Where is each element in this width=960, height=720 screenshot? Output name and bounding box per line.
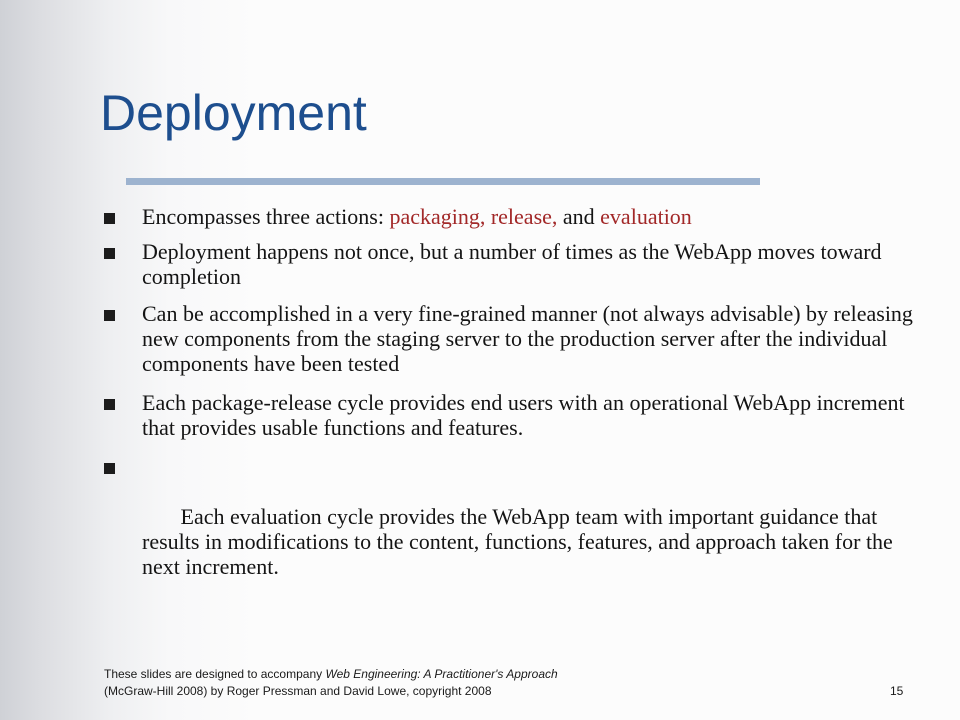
- bullet-item: [104, 301, 934, 376]
- footer-line-1: [104, 666, 558, 683]
- bullet-text: Each package-release cycle provides end users with an operational WebApp increment that provides usable functions and features.: [142, 390, 905, 440]
- footer-prefix: These slides are designed to accompany: [104, 667, 326, 681]
- slide-title: Deployment: [100, 85, 367, 141]
- bullet-highlight-actions: packaging, release,: [389, 204, 558, 229]
- square-bullet-icon: [104, 213, 115, 224]
- bullet-item: [104, 204, 934, 229]
- bullet-text-prefix: Encompasses three actions:: [142, 204, 390, 229]
- bullet-text: Each evaluation cycle provides the WebApp team with important guidance that results in modifications to the content, functions, features, and approach taken for the next increment.: [142, 504, 899, 579]
- footer-line-2: (McGraw-Hill 2008) by Roger Pressman and David Lowe, copyright 2008: [104, 684, 492, 698]
- slide-footer: [104, 666, 558, 700]
- title-underline: [126, 178, 760, 185]
- bullet-list: [104, 204, 934, 604]
- square-bullet-icon: [104, 463, 115, 474]
- square-bullet-icon: [104, 248, 115, 259]
- bullet-text: Can be accomplished in a very fine-grained manner (not always advisable) by releasing new components from the staging server to the production server after the individual components have been tested: [142, 301, 913, 376]
- square-bullet-icon: [104, 310, 115, 321]
- bullet-item: [104, 390, 934, 440]
- square-bullet-icon: [104, 399, 115, 410]
- bullet-text-middle: and: [557, 204, 601, 229]
- bullet-highlight-evaluation: evaluation: [600, 204, 692, 229]
- footer-book-title: Web Engineering: A Practitioner's Approach: [325, 667, 558, 681]
- bullet-item: [104, 239, 934, 289]
- bullet-text: Deployment happens not once, but a number of times as the WebApp moves toward completion: [142, 239, 882, 289]
- bullet-item: [104, 454, 934, 604]
- page-number: 15: [890, 684, 904, 698]
